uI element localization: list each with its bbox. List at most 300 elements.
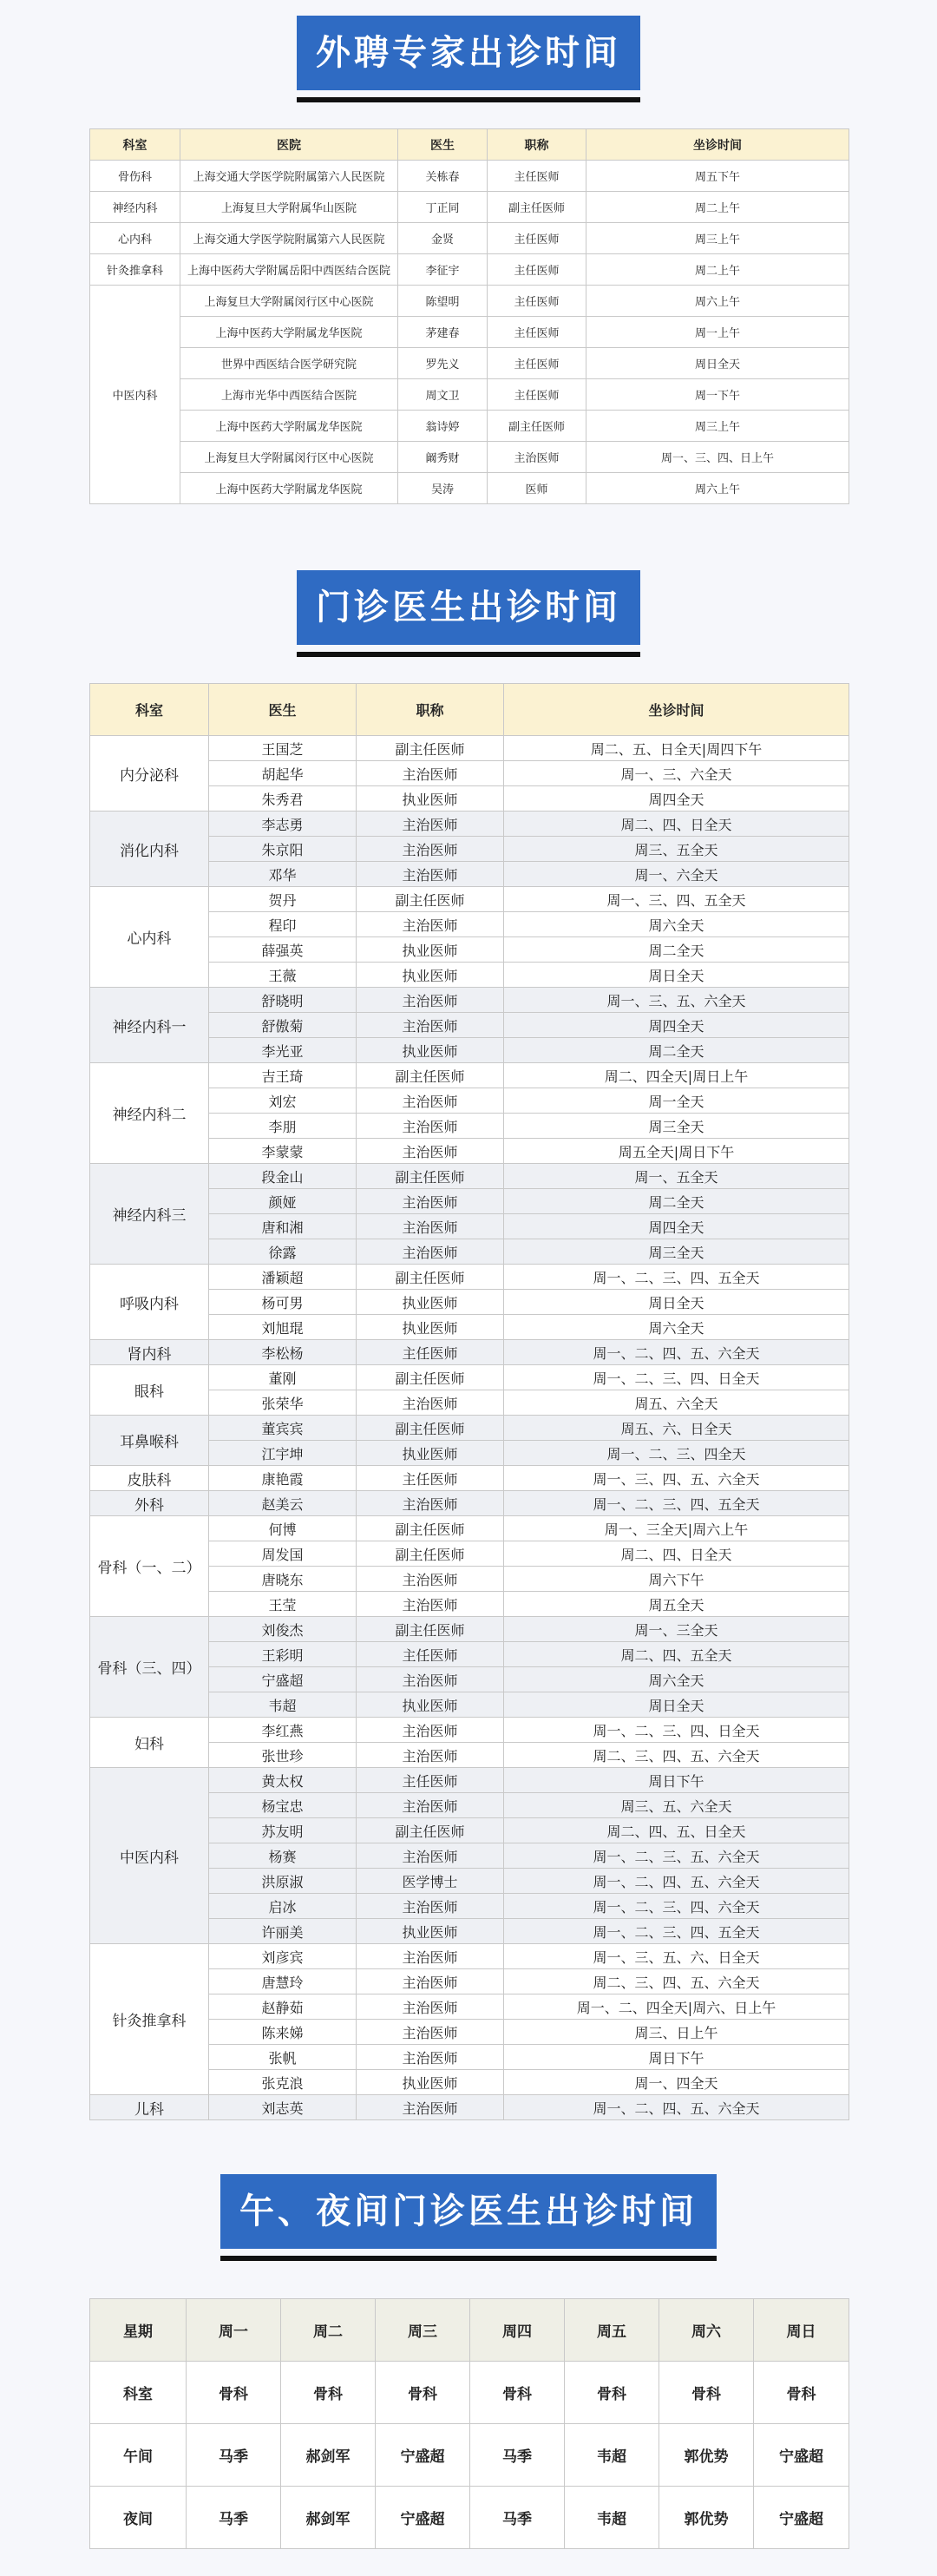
table-cell: 张世珍 bbox=[209, 1743, 357, 1768]
table-cell: 周日全天 bbox=[504, 1692, 849, 1718]
table-cell: 上海中医药大学附属龙华医院 bbox=[180, 317, 398, 348]
table-cell: 周二、四、日全天 bbox=[504, 1541, 849, 1567]
table-cell: 周一、六全天 bbox=[504, 862, 849, 887]
table-cell: 骨科 bbox=[281, 2362, 376, 2424]
table-cell: 周六上午 bbox=[586, 286, 849, 317]
table-cell: 李朋 bbox=[209, 1114, 357, 1139]
dept-cell: 神经内科 bbox=[90, 192, 180, 223]
table-cell: 周三全天 bbox=[504, 1239, 849, 1265]
experts-header-cell: 医院 bbox=[180, 129, 398, 161]
table-cell: 宁盛超 bbox=[209, 1667, 357, 1692]
table-row bbox=[90, 736, 849, 761]
table-cell: 周六全天 bbox=[504, 912, 849, 937]
table-cell: 吉王琦 bbox=[209, 1063, 357, 1088]
table-row bbox=[90, 317, 849, 348]
table-cell: 执业医师 bbox=[357, 1692, 504, 1718]
table-cell: 执业医师 bbox=[357, 1441, 504, 1466]
dept-cell: 针灸推拿科 bbox=[90, 254, 180, 286]
table-cell: 阚秀财 bbox=[398, 442, 488, 473]
table-cell: 周六全天 bbox=[504, 1667, 849, 1692]
table-cell: 胡起华 bbox=[209, 761, 357, 786]
table-cell: 周一上午 bbox=[586, 317, 849, 348]
table-cell: 周一、二、三、四、五全天 bbox=[504, 1919, 849, 1944]
table-cell: 宁盛超 bbox=[376, 2424, 470, 2487]
table-cell: 董宾宾 bbox=[209, 1416, 357, 1441]
dept-cell: 外科 bbox=[90, 1491, 209, 1516]
table-cell: 韦超 bbox=[209, 1692, 357, 1718]
table-cell: 执业医师 bbox=[357, 963, 504, 988]
table-cell: 主治医师 bbox=[357, 1667, 504, 1692]
table-cell: 主治医师 bbox=[357, 1390, 504, 1416]
table-cell: 执业医师 bbox=[357, 937, 504, 963]
night-header-row bbox=[90, 2299, 849, 2362]
table-cell: 赵静茹 bbox=[209, 1994, 357, 2020]
table-cell: 周一、五全天 bbox=[504, 1164, 849, 1189]
table-cell: 唐和湘 bbox=[209, 1214, 357, 1239]
table-cell: 周六下午 bbox=[504, 1567, 849, 1592]
table-row bbox=[90, 192, 849, 223]
table-row bbox=[90, 988, 849, 1013]
table-cell: 陈望明 bbox=[398, 286, 488, 317]
table-row bbox=[90, 812, 849, 837]
table-cell: 韦超 bbox=[565, 2424, 659, 2487]
table-row bbox=[90, 286, 849, 317]
table-cell: 段金山 bbox=[209, 1164, 357, 1189]
table-cell: 董刚 bbox=[209, 1365, 357, 1390]
table-cell: 张帆 bbox=[209, 2045, 357, 2070]
table-row bbox=[90, 2424, 849, 2487]
table-cell: 主任医师 bbox=[357, 1768, 504, 1793]
table-row bbox=[90, 1718, 849, 1743]
table-cell: 副主任医师 bbox=[357, 1164, 504, 1189]
table-cell: 主任医师 bbox=[357, 1642, 504, 1667]
table-cell: 主任医师 bbox=[357, 1466, 504, 1491]
table-cell: 郝剑军 bbox=[281, 2487, 376, 2549]
table-cell: 金贤 bbox=[398, 223, 488, 254]
table-cell: 周二、五、日全天|周四下午 bbox=[504, 736, 849, 761]
table-cell: 周二全天 bbox=[504, 1038, 849, 1063]
table-cell: 执业医师 bbox=[357, 1038, 504, 1063]
table-cell: 周五、六、日全天 bbox=[504, 1416, 849, 1441]
table-cell: 周二全天 bbox=[504, 937, 849, 963]
table-cell: 何博 bbox=[209, 1516, 357, 1541]
table-cell: 郝剑军 bbox=[281, 2424, 376, 2487]
table-cell: 周一、二、四、五、六全天 bbox=[504, 2095, 849, 2120]
table-row bbox=[90, 254, 849, 286]
dept-cell: 内分泌科 bbox=[90, 736, 209, 812]
table-cell: 周一、三、四、五、六全天 bbox=[504, 1466, 849, 1491]
table-cell: 李松杨 bbox=[209, 1340, 357, 1365]
table-cell: 马季 bbox=[470, 2424, 565, 2487]
dept-cell: 儿科 bbox=[90, 2095, 209, 2120]
table-cell: 周二、三、四、五、六全天 bbox=[504, 1969, 849, 1994]
table-cell: 马季 bbox=[187, 2424, 281, 2487]
table-cell: 罗先义 bbox=[398, 348, 488, 379]
table-cell: 周二、三、四、五、六全天 bbox=[504, 1743, 849, 1768]
table-cell: 许丽美 bbox=[209, 1919, 357, 1944]
table-cell: 主治医师 bbox=[357, 812, 504, 837]
table-row bbox=[90, 1491, 849, 1516]
table-cell: 医学博士 bbox=[357, 1869, 504, 1894]
table-cell: 骨科 bbox=[659, 2362, 754, 2424]
table-cell: 主治医师 bbox=[488, 442, 586, 473]
table-cell: 主任医师 bbox=[488, 379, 586, 411]
table-cell: 上海复旦大学附属华山医院 bbox=[180, 192, 398, 223]
table-cell: 周二、四、五全天 bbox=[504, 1642, 849, 1667]
table-cell: 郭优势 bbox=[659, 2487, 754, 2549]
table-cell: 周二全天 bbox=[504, 1189, 849, 1214]
table-cell: 郭优势 bbox=[659, 2424, 754, 2487]
table-cell: 王薇 bbox=[209, 963, 357, 988]
table-row bbox=[90, 1340, 849, 1365]
table-cell: 主治医师 bbox=[357, 1139, 504, 1164]
table-cell: 副主任医师 bbox=[357, 736, 504, 761]
day-header-cell: 周六 bbox=[659, 2299, 754, 2362]
dept-cell: 针灸推拿科 bbox=[90, 1944, 209, 2095]
table-cell: 周四全天 bbox=[504, 786, 849, 812]
day-header-cell: 周日 bbox=[754, 2299, 849, 2362]
table-cell: 周一、三、五、六、日全天 bbox=[504, 1944, 849, 1969]
table-cell: 周二、四、五、日全天 bbox=[504, 1818, 849, 1843]
table-cell: 程印 bbox=[209, 912, 357, 937]
table-row bbox=[90, 1516, 849, 1541]
table-cell: 主治医师 bbox=[357, 1743, 504, 1768]
table-cell: 周一、二、四、五、六全天 bbox=[504, 1340, 849, 1365]
table-cell: 杨赛 bbox=[209, 1843, 357, 1869]
table-row bbox=[90, 1617, 849, 1642]
table-cell: 周三上午 bbox=[586, 411, 849, 442]
table-row bbox=[90, 2095, 849, 2120]
table-cell: 周一、二、四、五、六全天 bbox=[504, 1869, 849, 1894]
table-cell: 刘志英 bbox=[209, 2095, 357, 2120]
table-cell: 洪原淑 bbox=[209, 1869, 357, 1894]
table-cell: 主治医师 bbox=[357, 1239, 504, 1265]
table-cell: 主任医师 bbox=[488, 317, 586, 348]
table-cell: 上海交通大学医学院附属第六人民医院 bbox=[180, 161, 398, 192]
table-cell: 江宇坤 bbox=[209, 1441, 357, 1466]
table-cell: 邓华 bbox=[209, 862, 357, 887]
clinic-header-cell: 医生 bbox=[209, 684, 357, 736]
row-label-cell: 科室 bbox=[90, 2362, 187, 2424]
table-row bbox=[90, 473, 849, 504]
table-cell: 主治医师 bbox=[357, 1491, 504, 1516]
table-cell: 主治医师 bbox=[357, 1894, 504, 1919]
table-cell: 关栋春 bbox=[398, 161, 488, 192]
table-row bbox=[90, 1768, 849, 1793]
table-cell: 医师 bbox=[488, 473, 586, 504]
clinic-table bbox=[89, 683, 849, 2120]
table-cell: 周一、三、六全天 bbox=[504, 761, 849, 786]
table-cell: 副主任医师 bbox=[357, 887, 504, 912]
day-header-cell: 周一 bbox=[187, 2299, 281, 2362]
table-cell: 副主任医师 bbox=[357, 1265, 504, 1290]
table-cell: 周一、二、三、五、六全天 bbox=[504, 1843, 849, 1869]
dept-cell: 肾内科 bbox=[90, 1340, 209, 1365]
dept-cell: 心内科 bbox=[90, 887, 209, 988]
night-title-wrap bbox=[0, 2174, 937, 2249]
table-cell: 周二上午 bbox=[586, 192, 849, 223]
table-cell: 主任医师 bbox=[488, 254, 586, 286]
table-row bbox=[90, 1466, 849, 1491]
table-cell: 康艳霞 bbox=[209, 1466, 357, 1491]
table-cell: 周一、二、三、四、五全天 bbox=[504, 1491, 849, 1516]
experts-header-cell: 科室 bbox=[90, 129, 180, 161]
table-cell: 周五全天 bbox=[504, 1592, 849, 1617]
dept-cell: 心内科 bbox=[90, 223, 180, 254]
table-row bbox=[90, 1365, 849, 1390]
table-cell: 徐露 bbox=[209, 1239, 357, 1265]
experts-table-header bbox=[90, 129, 849, 161]
table-cell: 上海中医药大学附属龙华医院 bbox=[180, 473, 398, 504]
table-cell: 主治医师 bbox=[357, 761, 504, 786]
table-cell: 周一、二、三、四、日全天 bbox=[504, 1718, 849, 1743]
experts-table bbox=[89, 128, 849, 504]
table-cell: 周发国 bbox=[209, 1541, 357, 1567]
table-cell: 周三、五、六全天 bbox=[504, 1793, 849, 1818]
table-cell: 贺丹 bbox=[209, 887, 357, 912]
table-cell: 周四全天 bbox=[504, 1013, 849, 1038]
table-cell: 刘旭琨 bbox=[209, 1315, 357, 1340]
table-cell: 周五全天|周日下午 bbox=[504, 1139, 849, 1164]
day-header-cell: 周四 bbox=[470, 2299, 565, 2362]
table-cell: 周日下午 bbox=[504, 1768, 849, 1793]
table-cell: 周文卫 bbox=[398, 379, 488, 411]
dept-cell: 妇科 bbox=[90, 1718, 209, 1768]
dept-cell: 耳鼻喉科 bbox=[90, 1416, 209, 1466]
table-cell: 周一、三、四、五全天 bbox=[504, 887, 849, 912]
table-row bbox=[90, 1265, 849, 1290]
table-cell: 王国芝 bbox=[209, 736, 357, 761]
table-cell: 主任医师 bbox=[357, 1340, 504, 1365]
table-cell: 主治医师 bbox=[357, 2095, 504, 2120]
table-row bbox=[90, 1944, 849, 1969]
table-cell: 上海复旦大学附属闵行区中心医院 bbox=[180, 286, 398, 317]
table-cell: 潘颖超 bbox=[209, 1265, 357, 1290]
table-cell: 主治医师 bbox=[357, 912, 504, 937]
table-cell: 主治医师 bbox=[357, 1567, 504, 1592]
table-cell: 上海市光华中西医结合医院 bbox=[180, 379, 398, 411]
table-row bbox=[90, 2362, 849, 2424]
table-cell: 骨科 bbox=[187, 2362, 281, 2424]
table-cell: 周一、三全天 bbox=[504, 1617, 849, 1642]
table-cell: 执业医师 bbox=[357, 786, 504, 812]
row-label-cell: 夜间 bbox=[90, 2487, 187, 2549]
table-cell: 执业医师 bbox=[357, 2070, 504, 2095]
table-cell: 宁盛超 bbox=[376, 2487, 470, 2549]
dept-cell: 中医内科 bbox=[90, 1768, 209, 1944]
table-cell: 周三、五全天 bbox=[504, 837, 849, 862]
table-row bbox=[90, 1416, 849, 1441]
dept-cell: 消化内科 bbox=[90, 812, 209, 887]
table-cell: 宁盛超 bbox=[754, 2424, 849, 2487]
dept-cell: 神经内科一 bbox=[90, 988, 209, 1063]
table-cell: 主治医师 bbox=[357, 988, 504, 1013]
table-cell: 副主任医师 bbox=[357, 1416, 504, 1441]
table-cell: 主治医师 bbox=[357, 1994, 504, 2020]
table-cell: 唐晓东 bbox=[209, 1567, 357, 1592]
table-cell: 马季 bbox=[470, 2487, 565, 2549]
table-cell: 丁正同 bbox=[398, 192, 488, 223]
table-cell: 副主任医师 bbox=[357, 1541, 504, 1567]
table-cell: 主治医师 bbox=[357, 1944, 504, 1969]
table-cell: 副主任医师 bbox=[488, 192, 586, 223]
table-cell: 周三、日上午 bbox=[504, 2020, 849, 2045]
table-row bbox=[90, 887, 849, 912]
table-cell: 副主任医师 bbox=[357, 1617, 504, 1642]
table-cell: 周一全天 bbox=[504, 1088, 849, 1114]
table-cell: 韦超 bbox=[565, 2487, 659, 2549]
table-cell: 上海中医药大学附属岳阳中西医结合医院 bbox=[180, 254, 398, 286]
table-cell: 主治医师 bbox=[357, 837, 504, 862]
clinic-header-cell: 科室 bbox=[90, 684, 209, 736]
table-cell: 周五、六全天 bbox=[504, 1390, 849, 1416]
table-cell: 主治医师 bbox=[357, 1843, 504, 1869]
table-cell: 朱京阳 bbox=[209, 837, 357, 862]
table-cell: 副主任医师 bbox=[488, 411, 586, 442]
experts-header-cell: 坐诊时间 bbox=[586, 129, 849, 161]
clinic-table-header bbox=[90, 684, 849, 736]
table-cell: 马季 bbox=[187, 2487, 281, 2549]
table-row bbox=[90, 161, 849, 192]
table-cell: 李光亚 bbox=[209, 1038, 357, 1063]
table-cell: 黄太权 bbox=[209, 1768, 357, 1793]
table-cell: 周一、四全天 bbox=[504, 2070, 849, 2095]
clinic-header-cell: 职称 bbox=[357, 684, 504, 736]
table-cell: 主任医师 bbox=[488, 223, 586, 254]
table-cell: 刘俊杰 bbox=[209, 1617, 357, 1642]
table-row bbox=[90, 411, 849, 442]
table-cell: 主任医师 bbox=[488, 286, 586, 317]
table-cell: 刘彦宾 bbox=[209, 1944, 357, 1969]
table-cell: 周一、二、三、四、六全天 bbox=[504, 1894, 849, 1919]
table-cell: 周三全天 bbox=[504, 1114, 849, 1139]
table-cell: 茅建春 bbox=[398, 317, 488, 348]
table-cell: 周日全天 bbox=[504, 963, 849, 988]
table-cell: 主治医师 bbox=[357, 2020, 504, 2045]
table-cell: 张克浪 bbox=[209, 2070, 357, 2095]
table-cell: 王莹 bbox=[209, 1592, 357, 1617]
clinic-header-cell: 坐诊时间 bbox=[504, 684, 849, 736]
table-cell: 周一、二、三、四、日全天 bbox=[504, 1365, 849, 1390]
table-cell: 上海交通大学医学院附属第六人民医院 bbox=[180, 223, 398, 254]
table-cell: 周五下午 bbox=[586, 161, 849, 192]
table-row bbox=[90, 379, 849, 411]
table-row bbox=[90, 348, 849, 379]
table-cell: 李蒙蒙 bbox=[209, 1139, 357, 1164]
table-cell: 周一、三全天|周六上午 bbox=[504, 1516, 849, 1541]
night-section-title: 午、夜间门诊医生出诊时间 bbox=[220, 2174, 717, 2249]
table-cell: 李征宇 bbox=[398, 254, 488, 286]
table-cell: 副主任医师 bbox=[357, 1516, 504, 1541]
dept-cell: 骨科（一、二） bbox=[90, 1516, 209, 1617]
dept-cell: 骨科（三、四） bbox=[90, 1617, 209, 1718]
table-cell: 主治医师 bbox=[357, 1114, 504, 1139]
table-cell: 周一、二、三、四、五全天 bbox=[504, 1265, 849, 1290]
table-cell: 上海复旦大学附属闵行区中心医院 bbox=[180, 442, 398, 473]
table-cell: 骨科 bbox=[470, 2362, 565, 2424]
table-cell: 主治医师 bbox=[357, 1718, 504, 1743]
table-cell: 周一、二、三、四全天 bbox=[504, 1441, 849, 1466]
day-header-cell: 星期 bbox=[90, 2299, 187, 2362]
table-cell: 周三上午 bbox=[586, 223, 849, 254]
table-cell: 李志勇 bbox=[209, 812, 357, 837]
table-cell: 周日全天 bbox=[504, 1290, 849, 1315]
table-cell: 主治医师 bbox=[357, 1088, 504, 1114]
table-cell: 周二上午 bbox=[586, 254, 849, 286]
table-cell: 骨科 bbox=[565, 2362, 659, 2424]
table-cell: 副主任医师 bbox=[357, 1818, 504, 1843]
table-cell: 翁诗婷 bbox=[398, 411, 488, 442]
dept-cell: 眼科 bbox=[90, 1365, 209, 1416]
table-cell: 主治医师 bbox=[357, 2045, 504, 2070]
table-cell: 主治医师 bbox=[357, 1013, 504, 1038]
table-row bbox=[90, 1164, 849, 1189]
table-cell: 执业医师 bbox=[357, 1919, 504, 1944]
table-cell: 张荣华 bbox=[209, 1390, 357, 1416]
row-label-cell: 午间 bbox=[90, 2424, 187, 2487]
table-cell: 周日下午 bbox=[504, 2045, 849, 2070]
table-cell: 李红燕 bbox=[209, 1718, 357, 1743]
table-cell: 周日全天 bbox=[586, 348, 849, 379]
table-cell: 主治医师 bbox=[357, 1969, 504, 1994]
table-row bbox=[90, 1063, 849, 1088]
table-cell: 周一、三、五、六全天 bbox=[504, 988, 849, 1013]
table-cell: 舒傲菊 bbox=[209, 1013, 357, 1038]
day-header-cell: 周二 bbox=[281, 2299, 376, 2362]
dept-cell: 神经内科三 bbox=[90, 1164, 209, 1265]
table-cell: 主任医师 bbox=[488, 348, 586, 379]
table-cell: 启冰 bbox=[209, 1894, 357, 1919]
dept-cell: 呼吸内科 bbox=[90, 1265, 209, 1340]
table-cell: 周四全天 bbox=[504, 1214, 849, 1239]
table-cell: 刘宏 bbox=[209, 1088, 357, 1114]
table-cell: 副主任医师 bbox=[357, 1365, 504, 1390]
table-row bbox=[90, 2487, 849, 2549]
table-cell: 周六上午 bbox=[586, 473, 849, 504]
table-cell: 赵美云 bbox=[209, 1491, 357, 1516]
table-cell: 杨可男 bbox=[209, 1290, 357, 1315]
dept-cell: 中医内科 bbox=[90, 286, 180, 504]
table-cell: 周二、四全天|周日上午 bbox=[504, 1063, 849, 1088]
table-cell: 周六全天 bbox=[504, 1315, 849, 1340]
table-cell: 上海中医药大学附属龙华医院 bbox=[180, 411, 398, 442]
table-row bbox=[90, 442, 849, 473]
table-cell: 周一下午 bbox=[586, 379, 849, 411]
day-header-cell: 周三 bbox=[376, 2299, 470, 2362]
table-cell: 主治医师 bbox=[357, 1189, 504, 1214]
table-cell: 周二、四、日全天 bbox=[504, 812, 849, 837]
table-cell: 主治医师 bbox=[357, 862, 504, 887]
day-header-cell: 周五 bbox=[565, 2299, 659, 2362]
table-cell: 主治医师 bbox=[357, 1592, 504, 1617]
table-cell: 执业医师 bbox=[357, 1315, 504, 1340]
table-cell: 周一、二、四全天|周六、日上午 bbox=[504, 1994, 849, 2020]
experts-header-cell: 职称 bbox=[488, 129, 586, 161]
table-cell: 骨科 bbox=[376, 2362, 470, 2424]
table-cell: 唐慧玲 bbox=[209, 1969, 357, 1994]
table-cell: 骨科 bbox=[754, 2362, 849, 2424]
table-cell: 舒晓明 bbox=[209, 988, 357, 1013]
night-table bbox=[89, 2298, 849, 2549]
clinic-title-wrap bbox=[0, 570, 937, 645]
experts-title-wrap bbox=[0, 16, 937, 90]
table-cell: 主任医师 bbox=[488, 161, 586, 192]
table-cell: 薛强英 bbox=[209, 937, 357, 963]
table-cell: 颜娅 bbox=[209, 1189, 357, 1214]
dept-cell: 神经内科二 bbox=[90, 1063, 209, 1164]
table-cell: 宁盛超 bbox=[754, 2487, 849, 2549]
experts-header-cell: 医生 bbox=[398, 129, 488, 161]
